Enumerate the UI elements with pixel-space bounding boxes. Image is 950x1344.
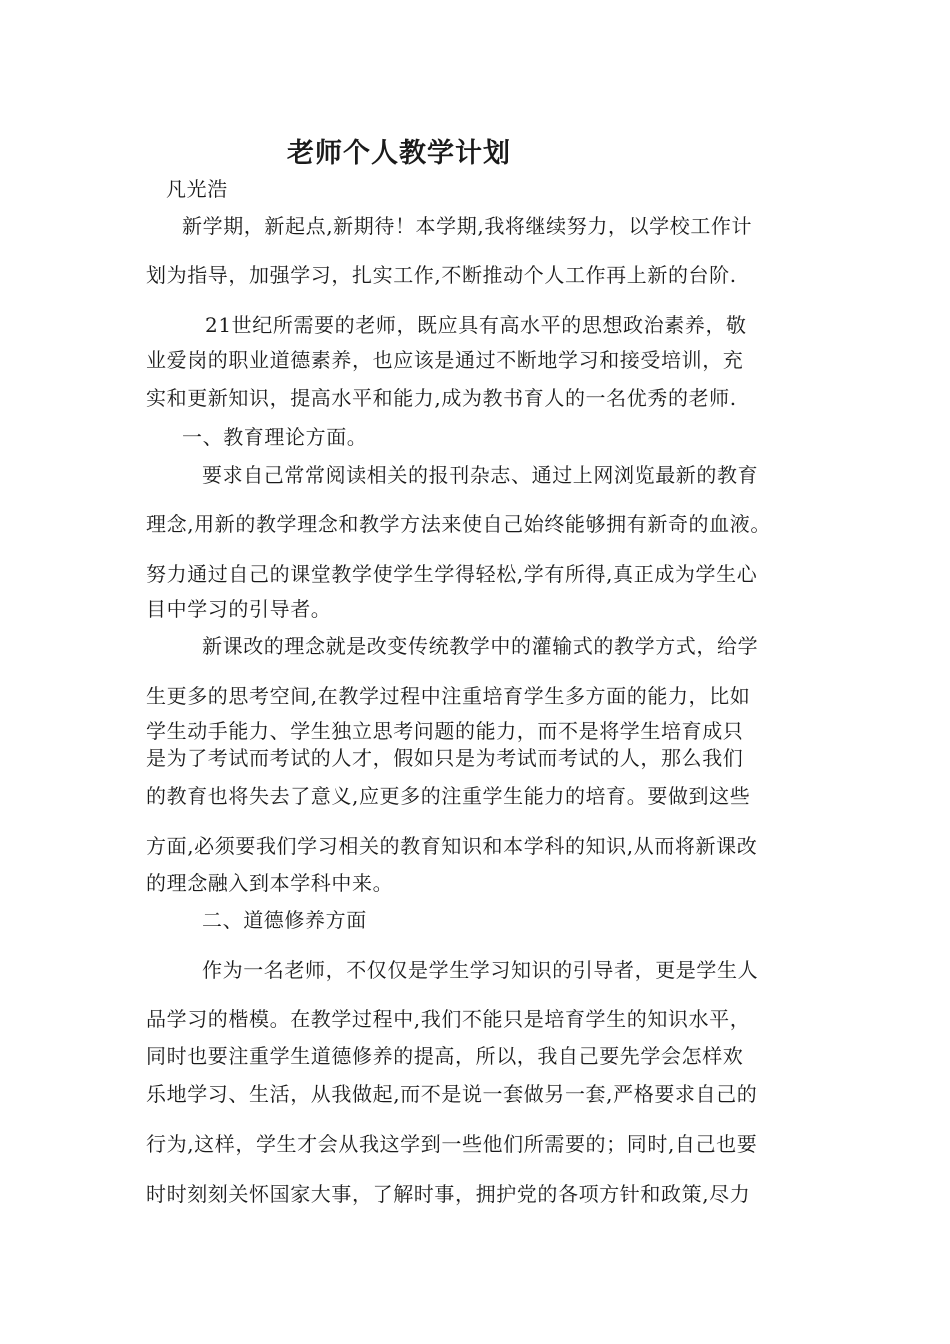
paragraph-line: 划为指导，加强学习，扎实工作,不断推动个人工作再上新的台阶. [146, 263, 737, 287]
paragraph-line: 乐地学习、生活，从我做起,而不是说一套做另一套,严格要求自己的 [146, 1082, 758, 1106]
paragraph-line: 21世纪所需要的老师，既应具有高水平的思想政治素养，敬 [205, 313, 747, 337]
paragraph-line: 的理念融入到本学科中来。 [146, 871, 394, 895]
paragraph-line: 行为,这样，学生才会从我这学到一些他们所需要的；同时,自己也要 [146, 1132, 758, 1156]
paragraph-line: 新学期，新起点,新期待！本学期,我将继续努力，以学校工作计 [182, 214, 753, 238]
paragraph-line: 同时也要注重学生道德修养的提高，所以，我自己要先学会怎样欢 [146, 1044, 744, 1068]
author-name: 凡光浩 [166, 177, 228, 201]
paragraph-line: 生更多的思考空间,在教学过程中注重培育学生多方面的能力，比如 [146, 684, 751, 708]
paragraph-line: 的教育也将失去了意义,应更多的注重学生能力的培育。要做到这些 [146, 784, 751, 808]
paragraph-line: 品学习的楷模。在教学过程中,我们不能只是培育学生的知识水平， [146, 1007, 751, 1031]
paragraph-line: 努力通过自己的课堂教学使学生学得轻松,学有所得,真正成为学生心 [146, 562, 758, 586]
paragraph-line: 作为一名老师，不仅仅是学生学习知识的引导者，更是学生人 [202, 958, 759, 982]
paragraph-line: 理念,用新的教学理念和教学方法来使自己始终能够拥有新奇的血液。 [146, 512, 771, 536]
paragraph-line: 方面,必须要我们学习相关的教育知识和本学科的知识,从而将新课改 [146, 834, 758, 858]
paragraph-line: 目中学习的引导者。 [146, 597, 332, 621]
document-title: 老师个人教学计划 [287, 138, 511, 169]
paragraph-line: 新课改的理念就是改变传统教学中的灌输式的教学方式，给学 [202, 634, 759, 658]
paragraph-line: 业爱岗的职业道德素养，也应该是通过不断地学习和接受培训，充 [146, 348, 744, 372]
section-heading: 一、教育理论方面。 [182, 425, 368, 449]
paragraph-line: 要求自己常常阅读相关的报刊杂志、通过上网浏览最新的教育 [202, 463, 759, 487]
section-heading: 二、道德修养方面 [202, 908, 367, 932]
paragraph-line: 实和更新知识，提高水平和能力,成为教书育人的一名优秀的老师. [146, 386, 737, 410]
paragraph-line: 学生动手能力、学生独立思考问题的能力，而不是将学生培育成只 [146, 719, 744, 743]
paragraph-line: 时时刻刻关怀国家大事，了解时事，拥护党的各项方针和政策,尽力 [146, 1182, 751, 1206]
paragraph-line: 是为了考试而考试的人才，假如只是为考试而考试的人，那么我们 [146, 746, 744, 770]
